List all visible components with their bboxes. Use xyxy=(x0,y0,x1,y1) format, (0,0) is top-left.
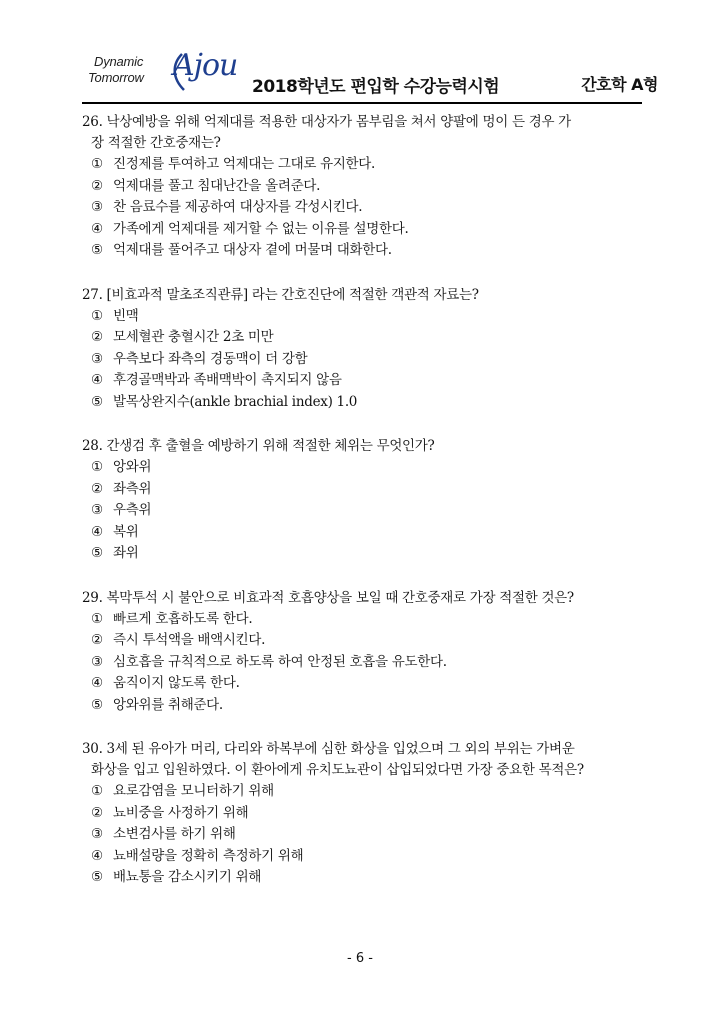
answer-option[interactable] xyxy=(82,673,642,695)
answer-option[interactable] xyxy=(82,781,642,803)
question-stem-line: 28. 간생검 후 출혈을 예방하기 위해 적절한 체위는 무엇인가? xyxy=(82,438,435,454)
option-text: 앙와위를 취해준다. xyxy=(113,696,223,713)
option-text: 가족에게 억제대를 제거할 수 없는 이유를 설명한다. xyxy=(113,220,409,237)
exam-type: 간호학 A형 xyxy=(581,75,658,94)
option-text: 앙와위 xyxy=(113,459,152,475)
option-marker: ⑤ xyxy=(91,393,103,410)
option-text: 빠르게 호흡하도록 한다. xyxy=(113,610,253,627)
option-text: 모세혈관 충혈시간 2초 미만 xyxy=(113,329,274,345)
option-text: 즉시 투석액을 배액시킨다. xyxy=(113,632,266,648)
question-stem-line: 29. 복막투석 시 불안으로 비효과적 호흡양상을 보일 때 간호중재로 가장 적절한 것은? xyxy=(82,589,574,606)
option-text: 뇨비중을 사정하기 위해 xyxy=(113,804,249,821)
exam-title: 2018학년도 편입학 수강능력시험 xyxy=(252,77,500,97)
answer-option[interactable] xyxy=(82,176,642,198)
answer-option[interactable] xyxy=(82,652,642,674)
option-text: 소변검사를 하기 위해 xyxy=(113,826,236,842)
option-marker: ③ xyxy=(91,350,103,367)
option-marker: ② xyxy=(91,480,103,497)
question-stem-line: 30. 3세 된 유아가 머리, 다리와 하복부에 심한 화상을 입었으며 그 외의 부위는 가벼운 xyxy=(82,741,575,757)
option-marker: ① xyxy=(91,783,103,799)
answer-option[interactable] xyxy=(82,522,642,544)
option-marker: ③ xyxy=(91,826,103,842)
answer-option[interactable] xyxy=(82,240,642,262)
option-marker: ① xyxy=(91,156,103,172)
option-text: 빈맥 xyxy=(113,307,139,324)
question-27 xyxy=(82,285,642,414)
option-text: 찬 음료수를 제공하여 대상자를 각성시킨다. xyxy=(113,199,363,215)
answer-option[interactable] xyxy=(82,500,642,522)
option-text: 움직이지 않도록 한다. xyxy=(113,675,240,691)
question-29 xyxy=(82,588,642,717)
option-marker: ④ xyxy=(91,847,103,864)
option-marker: ③ xyxy=(91,653,103,670)
option-text: 우측보다 좌측의 경동맥이 더 강함 xyxy=(113,350,308,367)
option-text: 발목상완지수(ankle brachial index) 1.0 xyxy=(113,393,358,410)
answer-option[interactable] xyxy=(82,219,642,241)
page-header xyxy=(80,50,660,102)
answer-option[interactable] xyxy=(82,197,642,219)
option-marker: ④ xyxy=(91,523,103,540)
logo-text-line2: Tomorrow xyxy=(88,70,144,85)
answer-option[interactable] xyxy=(82,306,642,328)
answer-option[interactable] xyxy=(82,392,642,414)
option-marker: ⑤ xyxy=(91,545,103,561)
page-number: - 6 - xyxy=(347,951,373,966)
ajou-logo xyxy=(80,50,240,100)
answer-option[interactable] xyxy=(82,370,642,392)
question-30 xyxy=(82,739,642,889)
header-divider xyxy=(82,102,642,104)
answer-option[interactable] xyxy=(82,457,642,479)
option-marker: ⑤ xyxy=(91,242,103,258)
option-text: 배뇨통을 감소시키기 위해 xyxy=(113,869,262,885)
option-text: 진정제를 투여하고 억제대는 그대로 유지한다. xyxy=(113,156,376,172)
logo-text-line1: Dynamic xyxy=(94,54,144,69)
option-text: 우측위 xyxy=(113,502,152,518)
option-text: 억제대를 풀고 침대난간을 올려준다. xyxy=(113,177,321,194)
answer-option[interactable] xyxy=(82,154,642,176)
answer-option[interactable] xyxy=(82,695,642,717)
option-text: 후경골맥박과 족배맥박이 촉지되지 않음 xyxy=(113,372,342,388)
answer-option[interactable] xyxy=(82,349,642,371)
option-marker: ① xyxy=(91,459,103,475)
option-marker: ④ xyxy=(91,372,103,388)
option-marker: ② xyxy=(91,329,103,345)
question-stem-line: 26. 낙상예방을 위해 억제대를 적용한 대상자가 몸부림을 쳐서 양팔에 멍이 든 경우 가 xyxy=(82,114,571,130)
question-stem-line: 27. [비효과적 말초조직관류] 라는 간호진단에 적절한 객관적 자료는? xyxy=(82,286,479,303)
answer-option[interactable] xyxy=(82,327,642,349)
option-marker: ② xyxy=(91,177,103,194)
question-list xyxy=(82,112,642,912)
option-text: 억제대를 풀어주고 대상자 곁에 머물며 대화한다. xyxy=(113,242,392,258)
option-marker: ④ xyxy=(91,220,103,237)
option-text: 좌측위 xyxy=(113,480,152,497)
answer-option[interactable] xyxy=(82,543,642,565)
option-marker: ① xyxy=(91,610,103,627)
option-marker: ① xyxy=(91,307,103,324)
answer-option[interactable] xyxy=(82,479,642,501)
question-stem-line: 장 적절한 간호중재는? xyxy=(91,135,221,151)
option-text: 뇨배설량을 정확히 측정하기 위해 xyxy=(113,847,304,864)
logo-brand: Ajou xyxy=(173,48,238,83)
answer-option[interactable] xyxy=(82,824,642,846)
option-text: 심호흡을 규칙적으로 하도록 하여 안정된 호흡을 유도한다. xyxy=(113,653,447,670)
option-text: 요로감염을 모니터하기 위해 xyxy=(113,783,274,799)
option-marker: ② xyxy=(91,804,103,821)
answer-option[interactable] xyxy=(82,630,642,652)
answer-option[interactable] xyxy=(82,803,642,825)
option-marker: ⑤ xyxy=(91,696,103,713)
question-26 xyxy=(82,112,642,262)
question-stem-line: 화상을 입고 입원하였다. 이 환아에게 유치도뇨관이 삽입되었다면 가장 중요한 목적은? xyxy=(91,762,584,778)
option-marker: ③ xyxy=(91,199,103,215)
answer-option[interactable] xyxy=(82,867,642,889)
option-marker: ③ xyxy=(91,502,103,518)
answer-option[interactable] xyxy=(82,846,642,868)
option-text: 좌위 xyxy=(113,545,139,561)
option-marker: ⑤ xyxy=(91,869,103,885)
answer-option[interactable] xyxy=(82,609,642,631)
question-28 xyxy=(82,436,642,565)
option-marker: ④ xyxy=(91,675,103,691)
option-marker: ② xyxy=(91,632,103,648)
option-text: 복위 xyxy=(113,523,139,540)
